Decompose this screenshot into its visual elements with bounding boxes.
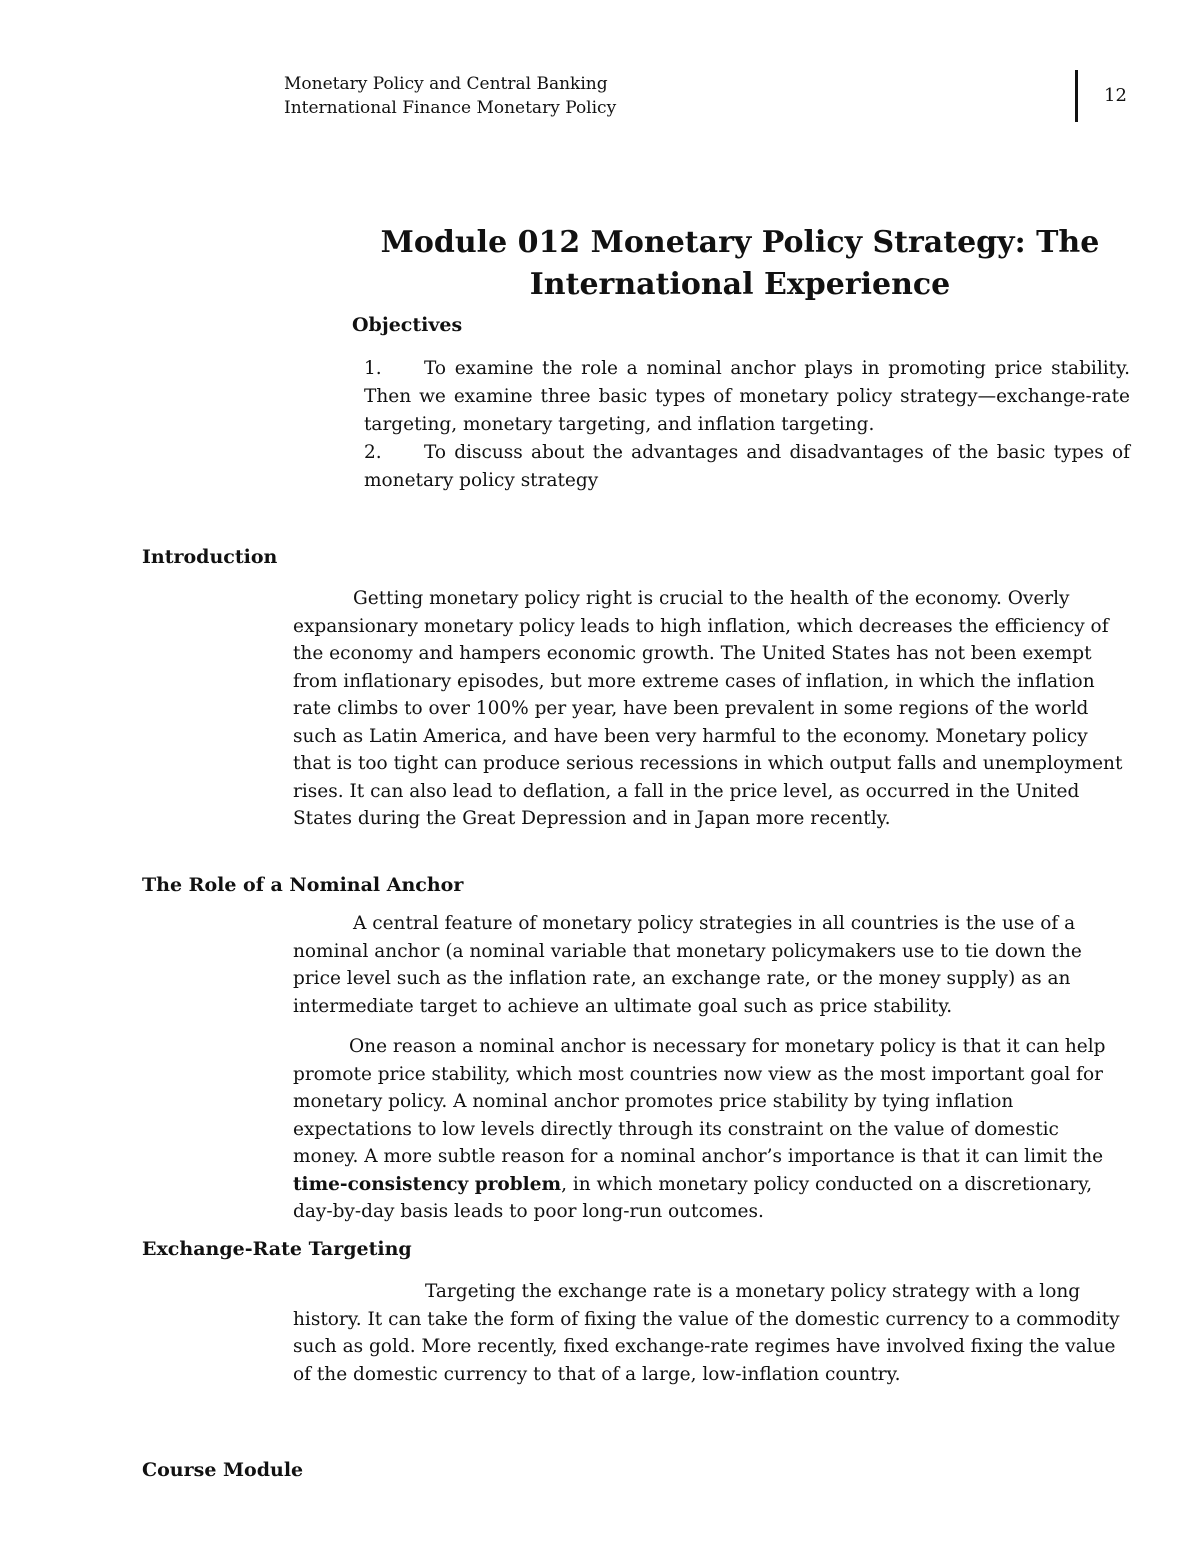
exchange-rate-heading: Exchange-Rate Targeting: [142, 1238, 412, 1260]
objective-item: [364, 355, 1130, 439]
nominal-anchor-heading: The Role of a Nominal Anchor: [142, 874, 464, 896]
nominal-anchor-paragraph-1: A central feature of monetary policy strategies in all countries is the use of a nominal anchor (a nominal variable that monetary policymakers use to tie down the price level such as the inflation rate, an exchange rate, or the money supply) as an intermediate target to achieve an ultimate goal such as price stability.: [293, 913, 1082, 1017]
footer-course-module: Course Module: [142, 1459, 304, 1481]
introduction-heading: Introduction: [142, 546, 278, 568]
introduction-paragraph: Getting monetary policy right is crucial to the health of the economy. Overly expansionary monetary policy leads to high inflation, which decreases the efficiency of the economy and hampers economic growth. The United States has not been exempt from inflationary episodes, but more extreme cases of inflation, in which the inflation rate climbs to over 100% per year, have been prevalent in some regions of the world such as Latin America, and have been very harmful to the economy. Monetary policy that is too tight can produce serious recessions in which output falls and unemployment rises. It can also lead to deflation, a fall in the price level, as occurred in the United States during the Great Depression and in Japan more recently.: [293, 588, 1123, 829]
nominal-anchor-paragraph-2: [293, 1033, 1129, 1226]
paragraph-text: , in which monetary policy conducted on a discretionary, day-by-day basis leads to poor long-run outcomes.: [293, 1173, 1093, 1222]
header-divider: [1075, 70, 1078, 122]
objective-text: To discuss about the advantages and disadvantages of the basic types of monetary policy strategy: [364, 442, 1130, 491]
page-number: 12: [1104, 85, 1127, 106]
module-title: [340, 222, 1140, 306]
objectives-heading: Objectives: [352, 314, 463, 336]
objective-item: [364, 439, 1130, 495]
module-title-line-2: International Experience: [529, 267, 951, 302]
key-term-bold: time-consistency problem: [293, 1173, 562, 1195]
objective-number: 2.: [364, 442, 382, 463]
exchange-rate-paragraph: Targeting the exchange rate is a monetary policy strategy with a long history. It can take the form of fixing the value of the domestic currency to a commodity such as gold. More recently, fixed exchange-rate regimes have involved fixing the value of the domestic currency to that of a large, low-inflation country.: [293, 1281, 1120, 1385]
header-subject-title: International Finance Monetary Policy: [284, 98, 617, 118]
module-title-line-1: Module 012 Monetary Policy Strategy: The: [380, 225, 1100, 260]
objective-text: To examine the role a nominal anchor plays in promoting price stability. Then we examine three basic types of monetary policy strategy—exchange-rate targeting, monetary targeting, and inflation targeting.: [364, 358, 1130, 435]
header-course-title: Monetary Policy and Central Banking: [284, 74, 608, 94]
objectives-list: [364, 355, 1130, 495]
running-header: [284, 72, 616, 120]
paragraph-text: One reason a nominal anchor is necessary for monetary policy is that it can help promote price stability, which most countries now view as the most important goal for monetary policy. A nominal anchor promotes price stability by tying inflation expectations to low levels directly through its constraint on the value of domestic money. A more subtle reason for a nominal anchor’s importance is that it can limit the: [293, 1036, 1106, 1167]
objective-number: 1.: [364, 358, 382, 379]
